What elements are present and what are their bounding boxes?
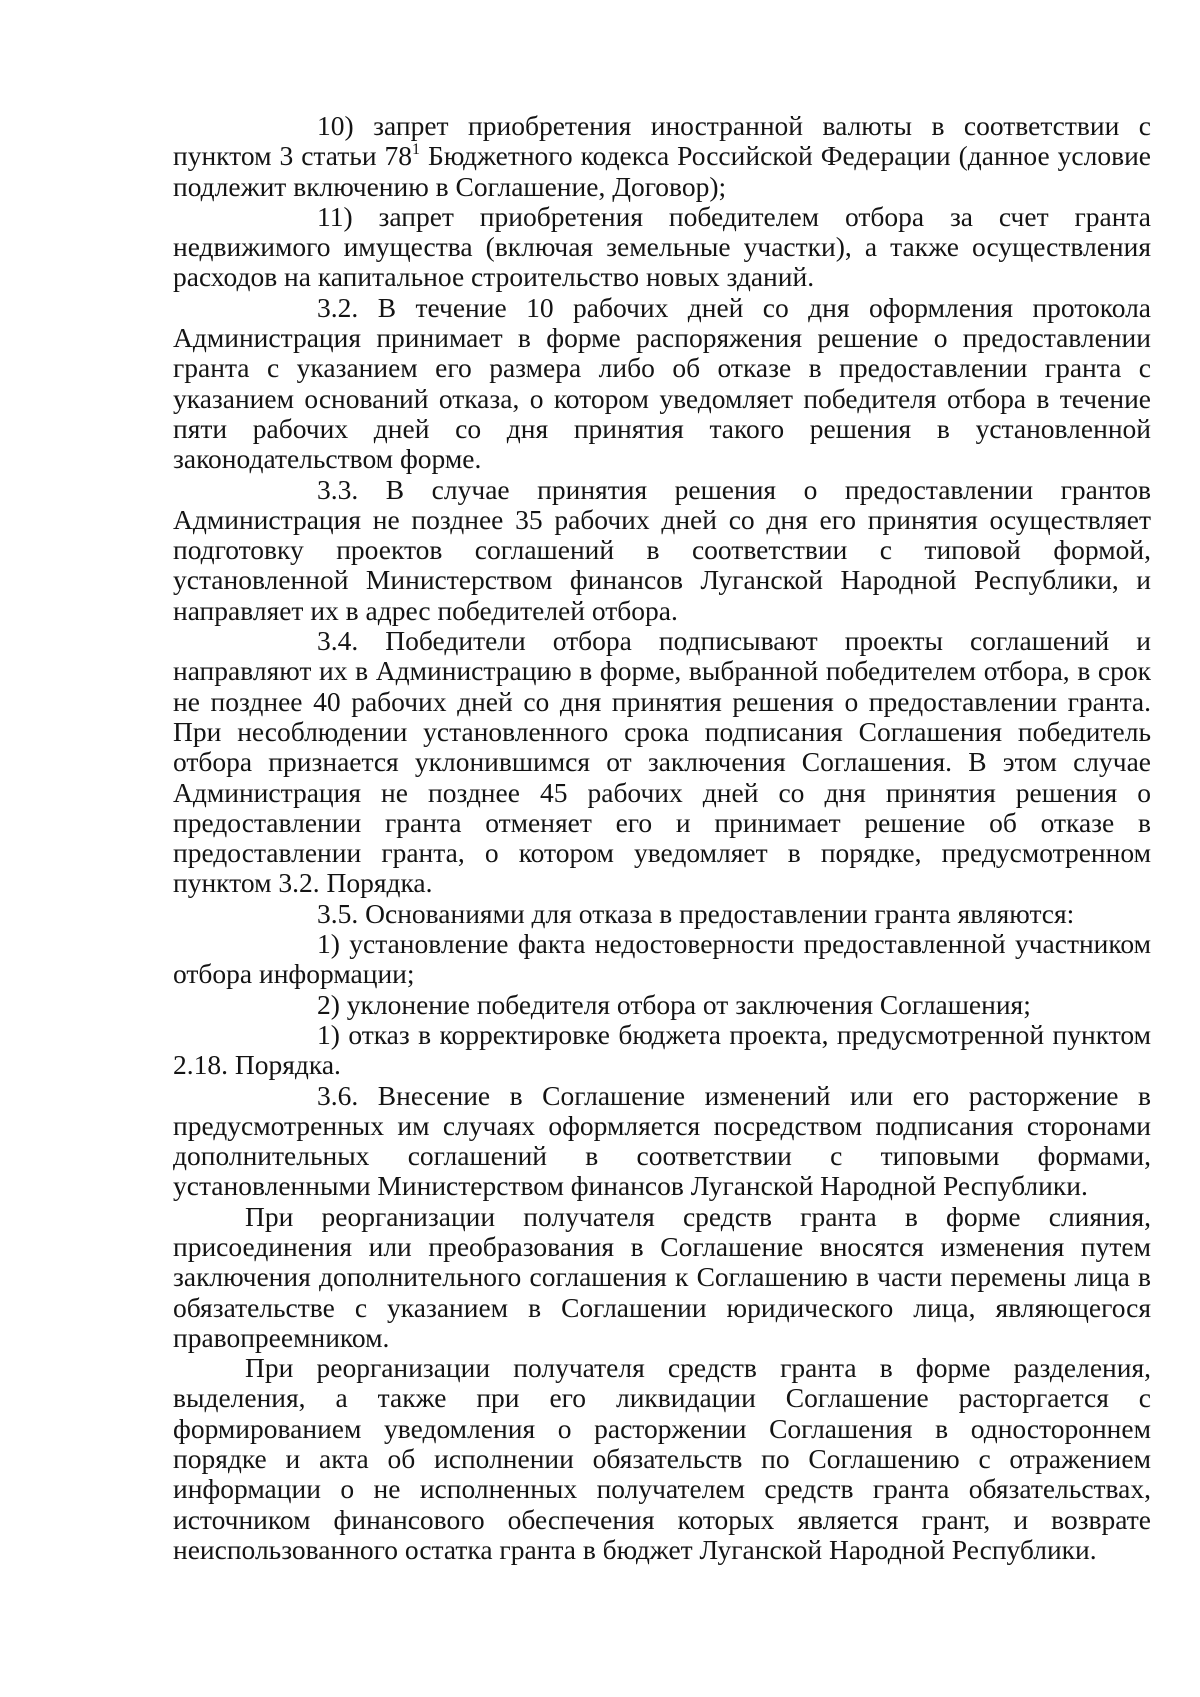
paragraph-text: уклонение победителя отбора от заключения Соглашения; <box>346 988 1031 1020</box>
paragraph-text: запрет приобретения иностранной валюты в соответствии с пунктом 3 статьи 78 <box>173 110 1152 172</box>
item-number: 1) <box>317 1018 340 1050</box>
paragraph-3-5-item-2 <box>173 990 1151 1020</box>
paragraph-text: Победители отбора подписывают проекты соглашений и направляют их в Администрацию в форме, выбранной победителем отбора, в срок не позднее 40 рабочих дней со дня принятия решения о предоставлении гранта. При несоблюдении установленного срока подписания Соглашения победитель отбора признается уклонившимся от заключения Соглашения. В этом случае Администрация не позднее 45 рабочих дней со дня принятия решения о предоставлении гранта отменяет его и принимает решение об отказе в предоставлении гранта, о котором уведомляет в порядке, предусмотренном пунктом 3.2. Порядка. <box>173 625 1152 899</box>
paragraph-text: При реорганизации получателя средств гранта в форме разделения, выделения, а также при его ликвидации Соглашение расторгается с формированием уведомления о расторжении Соглашения в одностороннем порядке и акта об исполнении обязательств по Соглашению с отражением информации о не исполненных получателем средств гранта обязательствах, источником финансового обеспечения которых является грант, и возврате неиспользованного остатка гранта в бюджет Луганской Народной Республики. <box>173 1352 1151 1565</box>
paragraph-text: При реорганизации получателя средств гранта в форме слияния, присоединения или преобразования в Соглашение вносятся изменения путем заключения дополнительного соглашения к Соглашению в части перемены лица в обязательстве с указанием в Соглашении юридического лица, являющегося правопреемником. <box>173 1200 1151 1353</box>
clause-number: 3.4. <box>317 625 359 657</box>
paragraph-text: отказ в корректировке бюджета проекта, предусмотренной пунктом 2.18. Порядка. <box>173 1018 1151 1081</box>
document-page <box>173 111 1151 1565</box>
clause-number: 3.3. <box>317 473 359 505</box>
paragraph-text: Внесение в Соглашение изменений или его расторжение в предусмотренных им случаях оформляется посредством подписания сторонами дополнительных соглашений в соответствии с типовыми формами, установленными Министерством финансов Луганской Народной Республики. <box>173 1079 1152 1202</box>
clause-number: 3.5. <box>317 897 359 929</box>
paragraph-text: установление факта недостоверности предоставленной участником отбора информации; <box>173 928 1151 990</box>
paragraph-text: В случае принятия решения о предоставлении грантов Администрация не позднее 35 рабочих дней со дня его принятия осуществляет подготовку проектов соглашений в соответствии с типовой формой, установленной Министерством финансов Луганской Народной Республики, и направляет их в адрес победителей отбора. <box>173 473 1151 626</box>
paragraph-item-10 <box>173 111 1151 202</box>
paragraph-3-6 <box>173 1081 1151 1202</box>
clause-number: 3.2. <box>317 291 359 323</box>
paragraph-3-4 <box>173 626 1151 899</box>
item-number: 2) <box>317 988 340 1020</box>
paragraph-text: Основаниями для отказа в предоставлении гранта являются: <box>365 897 1075 929</box>
paragraph-3-3 <box>173 475 1151 626</box>
paragraph-3-5-item-3 <box>173 1020 1151 1081</box>
paragraph-text: В течение 10 рабочих дней со дня оформления протокола Администрация принимает в форме распоряжения решение о предоставлении гранта с указанием его размера либо об отказе в предоставлении гранта с указанием оснований отказа, о котором уведомляет победителя отбора в течение пяти рабочих дней со дня принятия такого решения в установленной законодательством форме. <box>173 291 1152 475</box>
item-number: 10) <box>317 110 354 141</box>
paragraph-3-5 <box>173 899 1151 929</box>
clause-number: 3.6. <box>317 1079 359 1111</box>
paragraph-text-continued: Бюджетного кодекса Российской Федерации (данное условие подлежит включению в Соглашение, Договор); <box>173 140 1151 202</box>
item-number: 1) <box>317 928 340 960</box>
paragraph-3-2 <box>173 293 1151 475</box>
paragraph-3-5-item-1 <box>173 929 1151 990</box>
paragraph-reorganization-merger <box>173 1202 1151 1353</box>
footnote-superscript: 1 <box>412 141 421 159</box>
item-number: 11) <box>317 200 353 232</box>
paragraph-item-11 <box>173 202 1151 293</box>
paragraph-reorganization-division <box>173 1353 1151 1565</box>
paragraph-text: запрет приобретения победителем отбора за счет гранта недвижимого имущества (включая земельные участки), а также осуществления расходов на капитальное строительство новых зданий. <box>173 200 1152 293</box>
